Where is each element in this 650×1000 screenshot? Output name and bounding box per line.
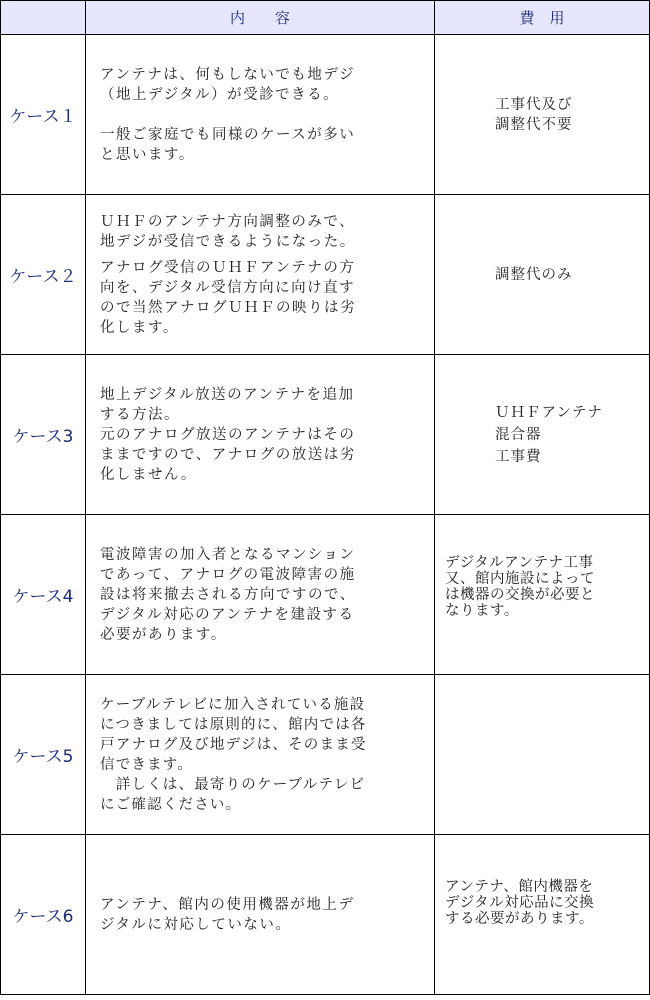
- content-cell: [86, 35, 435, 195]
- cost-cell: デジタルアンテナ工事 又、館内施設によって は機器の交換が必要と なります。: [435, 515, 650, 675]
- content-cell: [86, 355, 435, 515]
- case-label: ケース5: [1, 675, 86, 835]
- content-paragraph: 電波障害の加入者となるマンション であって、アナログの電波障害の施 設は将来撤去される方向ですので、 デジタル対応のアンテナを建設する 必要があります。: [100, 546, 356, 643]
- content-paragraph: アンテナは、何もしないでも地デジ （地上デジタル）が受診できる。: [100, 66, 356, 103]
- content-cell: [86, 675, 435, 835]
- header-content: 内 容: [86, 1, 435, 35]
- table-row: [1, 835, 650, 995]
- case-label: ケース２: [1, 195, 86, 355]
- content-paragraph: 地上デジタル放送のアンテナを追加 する方法。 元のアナログ放送のアンテナはその ままですので、アナログの放送は劣 化しません。: [100, 386, 356, 483]
- case-label: ケース6: [1, 835, 86, 995]
- cost-cell: アンテナ、館内機器を デジタル対応品に交換 する必要があります。: [435, 835, 650, 995]
- content-paragraph: アンテナ、館内の使用機器が地上デ ジタルに対応していない。: [100, 896, 355, 933]
- content-paragraph: ＵＨＦのアンテナ方向調整のみで、 地デジが受信できるようになった。: [100, 213, 356, 250]
- content-cell: [86, 195, 435, 355]
- cost-cell: 調整代のみ: [435, 195, 650, 355]
- cost-cell: 工事代及び 調整代不要: [435, 35, 650, 195]
- table-row: [1, 35, 650, 195]
- case-label: ケース4: [1, 515, 86, 675]
- table-row: [1, 675, 650, 835]
- table-row: [1, 195, 650, 355]
- content-paragraph: ケーブルテレビに加入されている施設 につきましては原則的に、館内では各 戸アナログ及び地デジは、そのまま受 信できます。 詳しくは、最寄りのケーブルテレビ にご確認ください。: [100, 696, 367, 813]
- content-paragraph: 一般ご家庭でも同様のケースが多い と思います。: [100, 126, 356, 163]
- content-cell: [86, 515, 435, 675]
- table-row: [1, 355, 650, 515]
- header-cost: 費 用: [435, 1, 650, 35]
- content-cell: [86, 835, 435, 995]
- case-label: ケース3: [1, 355, 86, 515]
- case-label: ケース１: [1, 35, 86, 195]
- header-row: [1, 1, 650, 35]
- table-row: [1, 515, 650, 675]
- header-case-blank: [1, 1, 86, 35]
- cost-cell: ＵＨＦアンテナ 混合器 工事費: [435, 355, 650, 515]
- cost-cell: [435, 675, 650, 835]
- content-paragraph: アナログ受信のＵＨＦアンテナの方 向を、デジタル受信方向に向け直す ので当然アナログＵＨＦの映りは劣 化します。: [100, 259, 356, 336]
